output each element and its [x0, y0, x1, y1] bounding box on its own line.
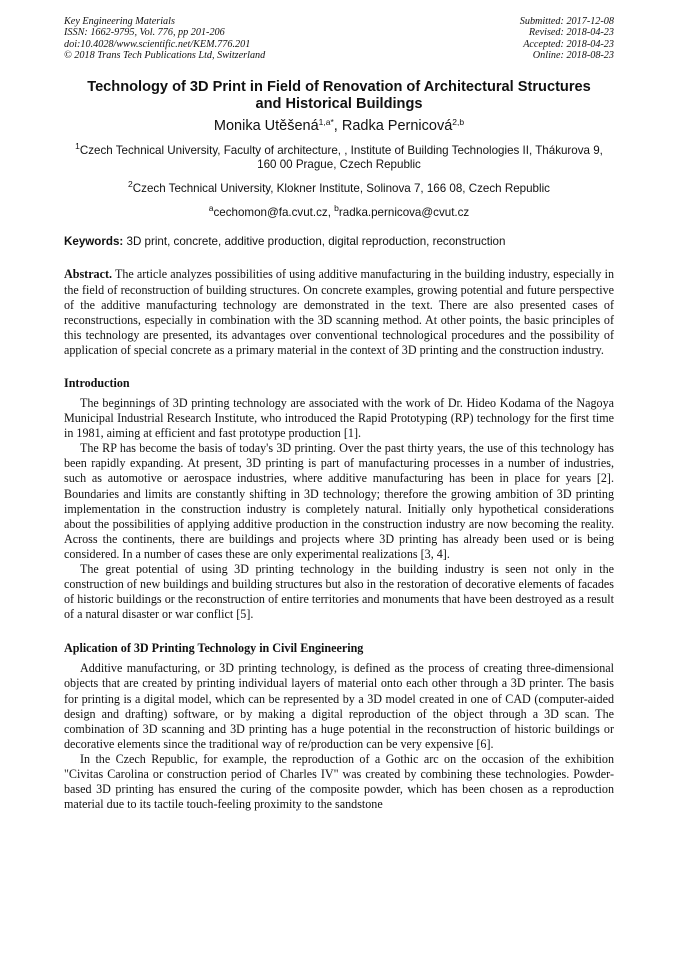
journal-info	[64, 16, 265, 62]
body-paragraph: In the Czech Republic, for example, the reproduction of a Gothic arc on the occasion of the exhibition "Civitas Carolina or construction period of Charles IV" was created by combining these technologies. Powder-based 3D printing has ensured the curing of the composite powder, which has been chosen as a reproduction material due to its tactile touch-feeling proximity to the sandstone	[64, 751, 614, 812]
copyright-line: © 2018 Trans Tech Publications Ltd, Switzerland	[64, 50, 266, 62]
journal-header	[64, 16, 614, 62]
paper-title: Technology of 3D Print in Field of Renovation of Architectural Structures and Historical Buildings	[87, 78, 591, 112]
author-name: Radka Pernicová	[341, 117, 453, 134]
affiliation-1	[64, 140, 614, 173]
accepted-date: Accepted: 2018-04-23	[523, 38, 614, 50]
keywords-text: 3D print, concrete, additive production, digital reproduction, reconstruction	[123, 235, 506, 249]
affiliation-text: Czech Technical University, Klokner Institute, Solinova 7, 166 08, Czech Republic	[132, 181, 550, 195]
revised-date: Revised: 2018-04-23	[528, 27, 614, 39]
author-separator: ,	[333, 117, 342, 134]
submitted-date: Submitted: 2017-12-08	[519, 16, 614, 27]
author-superscript: 1,a*	[318, 116, 334, 127]
affiliation-superscript: 2	[128, 178, 133, 189]
affiliation-2	[64, 178, 614, 197]
section-heading-application: Aplication of 3D Printing Technology in Civil Engineering	[64, 641, 364, 656]
section-heading-introduction: Introduction	[64, 375, 130, 390]
author-emails	[64, 203, 614, 220]
body-paragraph: Additive manufacturing, or 3D printing technology, is defined as the process of creating three-dimensional objects that are created by printing individual layers of material onto each other through a 3D printer. The basis for printing is a digital model, which can be represented by a 3D model created in one of CAD (computer-aided design and drafting) software, or by making a digital reproduction of the object through a 3D scan. The combination of 3D scanning and 3D printing has a huge potential in the reconstruction of historic buildings or decorative elements since the traditional way of re/production can be very expensive [6].	[64, 661, 614, 751]
body-paragraph: The beginnings of 3D printing technology are associated with the work of Dr. Hideo Kodama of the Nagoya Municipal Industrial Research Institute, who introduced the Rapid Prototyping (RP) technology for the first time in 1981, aiming at efficient and fast prototype production [1].	[64, 395, 614, 441]
abstract-text: The article analyzes possibilities of using additive manufacturing in the building industry, especially in the field of reconstruction of building structures. On concrete examples, growing potential and future perspective of the additive manufacturing technology are demonstrated in the text. There are also presented cases of reconstructions, especially in combination with the 3D scanning method. At other points, the basic principles of this technology are presented, its advantages over conventional technological procedures and the possibility of application of special concrete as a primary material in the context of 3D printing and the construction industry.	[64, 267, 614, 357]
affiliation-text: Czech Technical University, Faculty of architecture, , Institute of Building Technologies II, Thákurova 9, 160 00 Prague, Czech Republic	[79, 143, 603, 172]
abstract-label: Abstract.	[64, 267, 113, 282]
author-superscript: 2,b	[452, 116, 465, 127]
keywords-label: Keywords:	[64, 235, 124, 249]
keywords-line	[64, 235, 614, 249]
issn-line: ISSN: 1662-9795, Vol. 776, pp 201-206	[64, 27, 225, 39]
publication-dates	[520, 16, 614, 62]
abstract	[64, 267, 614, 358]
body-paragraph: The great potential of using 3D printing technology in the building industry is seen not only in the construction of new buildings and building structures but also in the restoration of decorative elements of facades of historic buildings or the reconstruction of entire territories and monuments that have been destroyed as a result of a natural disaster or war conflict [5].	[64, 562, 614, 622]
body-paragraph: The RP has become the basis of today's 3D printing. Over the past thirty years, the use of this technology has been rapidly expanding. At present, 3D printing is part of manufacturing processes in a number of industries, such as automotive or aerospace industries, where additive manufacturing has been in place for years [2]. Boundaries and limits are constantly shifting in 3D technology; therefore the growing ambition of 3D printing implementation in the construction industry is completely natural. Initially only hypothetical considerations about the possibilities of applying additive production in the construction industry are now becoming the reality. Across the continents, there are buildings and projects where 3D printing has already been used or is being considered. In a number of cases these are only experimental realizations [3, 4].	[64, 441, 614, 561]
email-superscript: b	[334, 203, 339, 214]
email-link[interactable]: cechomon@fa.cvut.cz,	[213, 206, 335, 220]
author-name: Monika Utěšená	[213, 117, 319, 134]
doi-line: doi:10.4028/www.scientific.net/KEM.776.201	[64, 38, 251, 50]
email-link[interactable]: radka.pernicova@cvut.cz	[338, 206, 470, 220]
online-date: Online: 2018-08-23	[532, 50, 614, 62]
author-list	[64, 117, 614, 135]
email-superscript: a	[208, 203, 214, 214]
journal-name: Key Engineering Materials	[64, 16, 175, 27]
affiliation-superscript: 1	[75, 140, 80, 151]
